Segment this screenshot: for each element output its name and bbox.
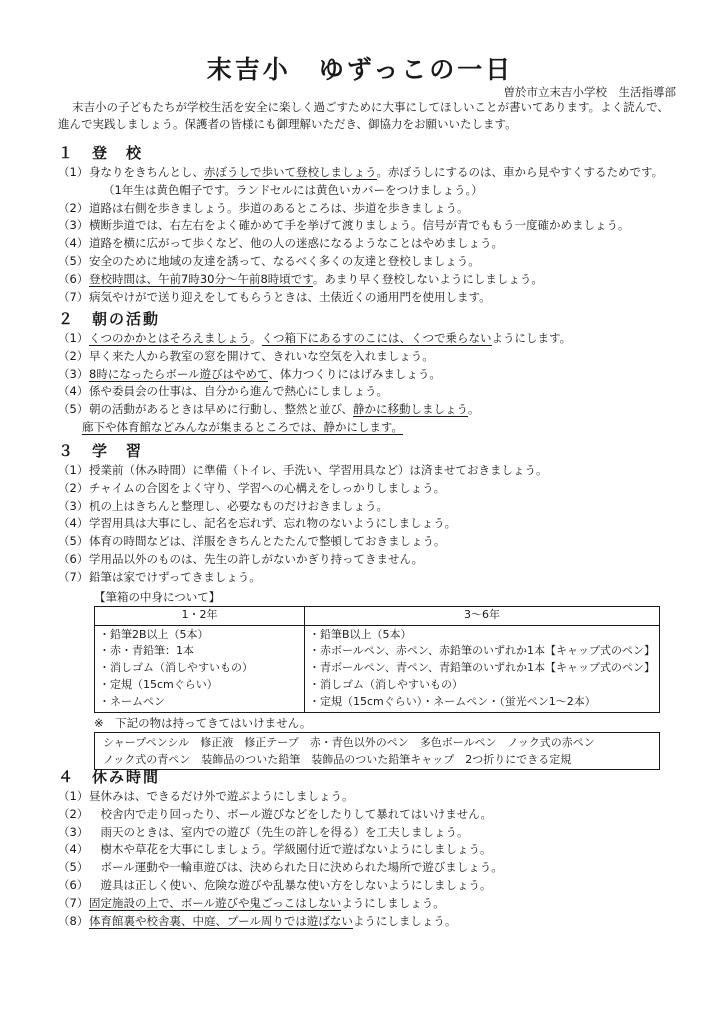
intro-paragraph	[58, 99, 678, 133]
underlined-text: 体育館裏や校舎裏、中庭、プール周りでは遊ばない	[89, 913, 353, 928]
list-item: （5） 体育の時間などは、洋服をきちんとたたんで整頓しておきましょう。	[58, 534, 446, 549]
section-heading: ２ 朝の活動	[58, 310, 161, 328]
list-item: （2） 校舎内で走り回ったり、ボール遊びなどをしたりして暴れてはいけません。	[58, 806, 492, 821]
list-item: （8） 体育館裏や校舎裏、中庭、プール周りでは遊ばないようにしましょう。	[58, 913, 457, 928]
list-item: （6） 登校時間は、午前7時30分～午前8時頃です。あまり早く登校しないようにしましょう。	[58, 271, 543, 286]
list-item: （5） ボール運動や一輪車遊びは、決められた日に決められた場所で遊びましょう。	[58, 860, 503, 875]
list-item: （7） 鉛筆は家でけずってきましょう。	[58, 569, 261, 584]
underlined-text: くつのかかとはそろえましょう	[89, 331, 250, 345]
list-item: （3） 雨天のときは、室内での遊び（先生の許しを得る）を工夫しましょう。	[58, 824, 469, 839]
section-yasumi-jikan	[58, 766, 678, 930]
list-item: （1） 授業前（休み時間）に準備（トイレ、手洗い、学習用具など）は済ませておきましょう。	[58, 463, 548, 477]
section-heading: ４ 休み時間	[58, 768, 161, 786]
list-item: （1） 身なりをきちんとし、赤ぼうしで歩いて登校しましょう。赤ぼうしにするのは、車から見やすくするためです。	[58, 164, 678, 182]
list-item: （3） 8時になったらボール遊びはやめて、体力つくりにはげみましょう。	[58, 366, 441, 381]
table-header: 1・2年	[95, 606, 305, 625]
list-item: （5） 安全のために地域の友達を誘って、なるべく多くの友達と登校しましょう。	[58, 253, 480, 268]
underlined-text: 赤ぼうしで歩いて登校しましょう	[204, 165, 377, 179]
note-line: （1年生は黄色帽子です。ランドセルには黄色いカバーをつけましょう。）	[103, 182, 483, 197]
page-title: 末吉小 ゆずっこの一日	[206, 55, 514, 84]
list-item: （3） 机の上はきちんと整理し、必要なものだけおきましょう。	[58, 498, 388, 513]
note-line	[58, 419, 678, 437]
author-line: 曽於市立末吉小学校 生活指導部	[503, 85, 676, 99]
list-item: （7） 固定施設の上で、ボール遊びや鬼ごっこはしないようにしましょう。	[58, 895, 445, 910]
prohibited-items-title: ※ 下記の物は持ってきてはいけません。	[94, 715, 312, 730]
item-number: （1）	[58, 165, 89, 179]
underlined-text: くつ箱下にあるすのこには、くつで乗らない	[261, 331, 492, 345]
list-item: （6） 遊具は正しく使い、危険な遊びや乱暴な使い方をしないようにしましょう。	[58, 877, 492, 892]
underlined-text: 静かに移動しましょう	[353, 402, 469, 417]
pencil-case-label: 【筆箱の中身について】	[94, 589, 221, 604]
list-item: （2） 早く来た人から教室の窓を開けて、きれいな空気を入れましょう。	[58, 348, 434, 363]
table-cell-right: ・鉛筆B以上（5本） ・赤ボールペン、赤ペン、赤鉛筆のいずれか1本【キャップ式のペン】 ・青ボールペン、青ペン、青鉛筆のいずれか1本【キャップ式のペン】 ・消しゴム（消しやすいもの） ・定規（15cmぐらい）・ネームペン・（蛍光ペン1～2本）	[304, 625, 659, 712]
table-cell-left: ・鉛筆2B以上（5本） ・赤・青鉛筆：1本 ・消しゴム（消しやすいもの） ・定規（15cmぐらい） ・ネームペン	[95, 625, 305, 712]
pencil-case-table	[94, 606, 660, 713]
section-heading: １ 登 校	[58, 144, 144, 162]
table-header: 3～6年	[304, 606, 659, 625]
prohibited-items-box: シャープペンシル 修正液 修正テープ 赤・青色以外のペン 多色ボールペン ノック式の赤ペン ノック式の青ペン 装飾品のついた鉛筆 装飾品のついた鉛筆キャップ 2つ折りにできる定規	[94, 732, 660, 770]
section-gakushuu	[58, 440, 678, 770]
section-heading: ３ 学 習	[58, 442, 144, 460]
list-item: （2） チャイムの合図をよく守り、学習への心構えをしっかりしましょう。	[58, 480, 446, 495]
list-item: （4） 樹木や草花を大事にしましょう。学級園付近で遊ばないようにしましょう。	[58, 842, 492, 857]
list-item: （6） 学用品以外のものは、先生の許しがないかぎり持ってきません。	[58, 551, 424, 566]
list-item: （2） 道路は右側を歩きましょう。歩道のあるところは、歩道を歩きましょう。	[58, 200, 469, 215]
underlined-text: 廊下や体育館などみんなが集まるところでは、静かにします。	[82, 419, 403, 434]
list-item: （4） 係や委員会の仕事は、自分から進んで熱心にしましょう。	[58, 384, 388, 399]
list-item: （4） 道路を横に広がって歩くなど、他の人の迷惑になるようなことはやめましょう。	[58, 236, 503, 251]
list-item: （7） 病気やけがで送り迎えをしてもらうときは、土俵近くの通用門を使用します。	[58, 289, 491, 304]
list-item: （1） くつのかかとはそろえましょう。くつ箱下にあるすのこには、くつで乗らないようにします。	[58, 331, 572, 345]
underlined-text: 固定施設の上で、ボール遊びや鬼ごっこはしない	[89, 895, 342, 910]
list-item: （4） 学習用具は大事にし、記名を忘れず、忘れ物のないようにしましょう。	[58, 516, 457, 531]
list-item: （5） 朝の活動があるときは早めに行動し、整然と並び、静かに移動しましょう。	[58, 402, 480, 417]
underlined-text: 8時になったらボール遊びはやめて	[89, 366, 269, 381]
list-item: （1） 昼休みは、できるだけ外で遊ぶようにしましょう。	[58, 789, 354, 803]
intro-text: 末吉小の子どもたちが学校生活を安全に楽しく過ごすために大事にしてほしいことが書いてあります。よく読んで、進んで実践しましょう。保護者の皆様にも御理解いただき、御協力をお願いいたします。	[58, 100, 669, 131]
section-tokou	[58, 142, 678, 306]
list-item: （3） 横断歩道では、右左右をよく確かめて手を挙げて渡りましょう。信号が青でももう一度確かめましょう。	[58, 218, 630, 233]
underlined-text: 登校時間は、午前7時30分～午前8時頃です	[89, 271, 313, 286]
section-asa-no-katsudou	[58, 308, 678, 437]
